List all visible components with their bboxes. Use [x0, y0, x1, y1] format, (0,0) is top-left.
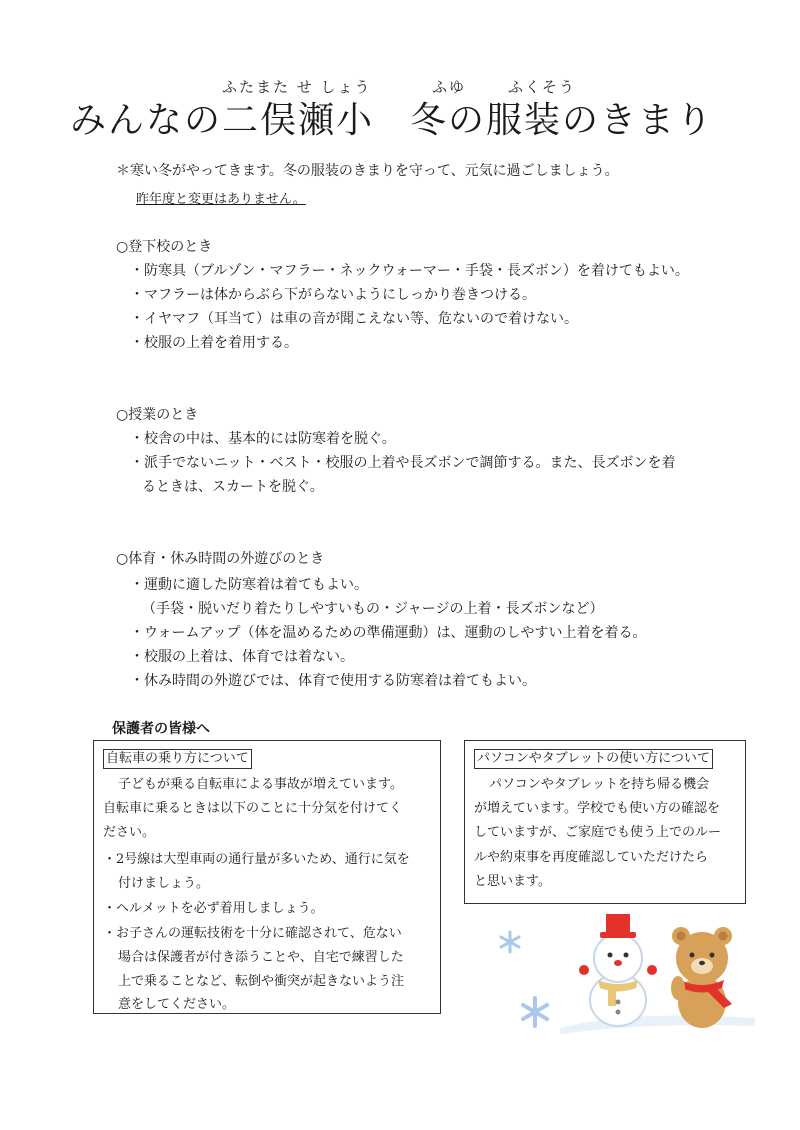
list-item: ・校服の上着を着用する。: [130, 335, 298, 351]
list-item: るときは、スカートを脱ぐ。: [142, 479, 324, 495]
list-item: ・イヤマフ（耳当て）は車の音が聞こえない等、危ないので着けない。: [130, 311, 578, 327]
snowman-bear-illustration: [490, 900, 760, 1040]
list-item: パソコンやタブレットを持ち帰る機会: [489, 777, 710, 792]
list-item: ・派手でないニット・ベスト・校服の上着や長ズボンで調節する。また、長ズボンを着: [130, 455, 676, 471]
list-item: ・運動に適した防寒着は着てもよい。: [130, 577, 368, 593]
list-item: ・マフラーは体からぶら下がらないようにしっかり巻きつける。: [130, 287, 536, 303]
bicycle-notice-box: [93, 740, 441, 1014]
list-item: が増えています。学校でも使い方の確認を: [474, 801, 720, 816]
page-title: [70, 92, 750, 143]
list-item: していますが、ご家庭でも使う上でのルー: [474, 825, 722, 840]
intro-note: 昨年度と変更はありません。: [136, 192, 306, 207]
snowman-icon: [579, 914, 657, 1026]
list-item: 上で乗ることなど、転倒や衝突が起きないよう注: [118, 974, 405, 989]
list-item: ・お子さんの運転技術を十分に確認されて、危ない: [103, 926, 402, 941]
title-school: みんなの二俣瀬小: [70, 100, 375, 141]
list-item: ・防寒具（ブルゾン・マフラー・ネックウォーマー・手袋・長ズボン）を着けてもよい。: [130, 263, 689, 279]
bicycle-box-title: 自転車の乗り方について: [103, 749, 252, 769]
snow-ground: [560, 1016, 755, 1034]
title-ruby-fukusou: ふくそう: [508, 78, 577, 96]
list-item: ・ヘルメットを必ず着用しましょう。: [103, 901, 324, 916]
title-ruby-nihomatase: ふたまた せ しょう: [222, 78, 372, 96]
list-item: ださい。: [103, 825, 156, 840]
bear-icon: [671, 927, 732, 1028]
list-item: 場合は保護者が付き添うことや、自宅で練習した: [118, 950, 404, 965]
list-item: 子どもが乗る自転車による事故が増えています。: [118, 777, 403, 792]
intro-text: ＊寒い冬がやってきます。冬の服装のきまりを守って、元気に過ごしましょう。: [116, 163, 619, 179]
computer-notice-box: [464, 740, 746, 904]
list-item: ・2号線は大型車両の通行量が多いため、通行に気を: [103, 852, 410, 867]
parents-heading: 保護者の皆様へ: [112, 721, 210, 737]
list-item: 自転車に乗るときは以下のことに十分気を付けてく: [103, 801, 403, 816]
list-item: 意をしてください。: [118, 997, 236, 1012]
title-rules: 冬の服装のきまり: [410, 100, 715, 141]
snowflake-icon: [501, 932, 519, 952]
list-item: ・校服の上着は、体育では着ない。: [130, 649, 354, 665]
section-class-heading: ○授業のとき: [116, 407, 199, 423]
section-pe-heading: ○体育・休み時間の外遊びのとき: [116, 551, 325, 567]
title-ruby-fuyu: ふゆ: [432, 78, 467, 96]
list-item: ルや約束事を再度確認していただけたら: [474, 850, 709, 865]
snowflake-icon: [523, 998, 547, 1026]
list-item: と思います。: [474, 874, 551, 889]
list-item: ・休み時間の外遊びでは、体育で使用する防寒着は着てもよい。: [130, 673, 536, 689]
list-item: 付けましょう。: [118, 876, 210, 891]
list-item: （手袋・脱いだり着たりしやすいもの・ジャージの上着・長ズボンなど）: [142, 601, 604, 617]
list-item: ・校舎の中は、基本的には防寒着を脱ぐ。: [130, 431, 396, 447]
section-commute-heading: ○登下校のとき: [116, 239, 213, 255]
computer-box-title: パソコンやタブレットの使い方について: [474, 749, 713, 769]
list-item: ・ウォームアップ（体を温めるための準備運動）は、運動のしやすい上着を着る。: [130, 625, 647, 641]
